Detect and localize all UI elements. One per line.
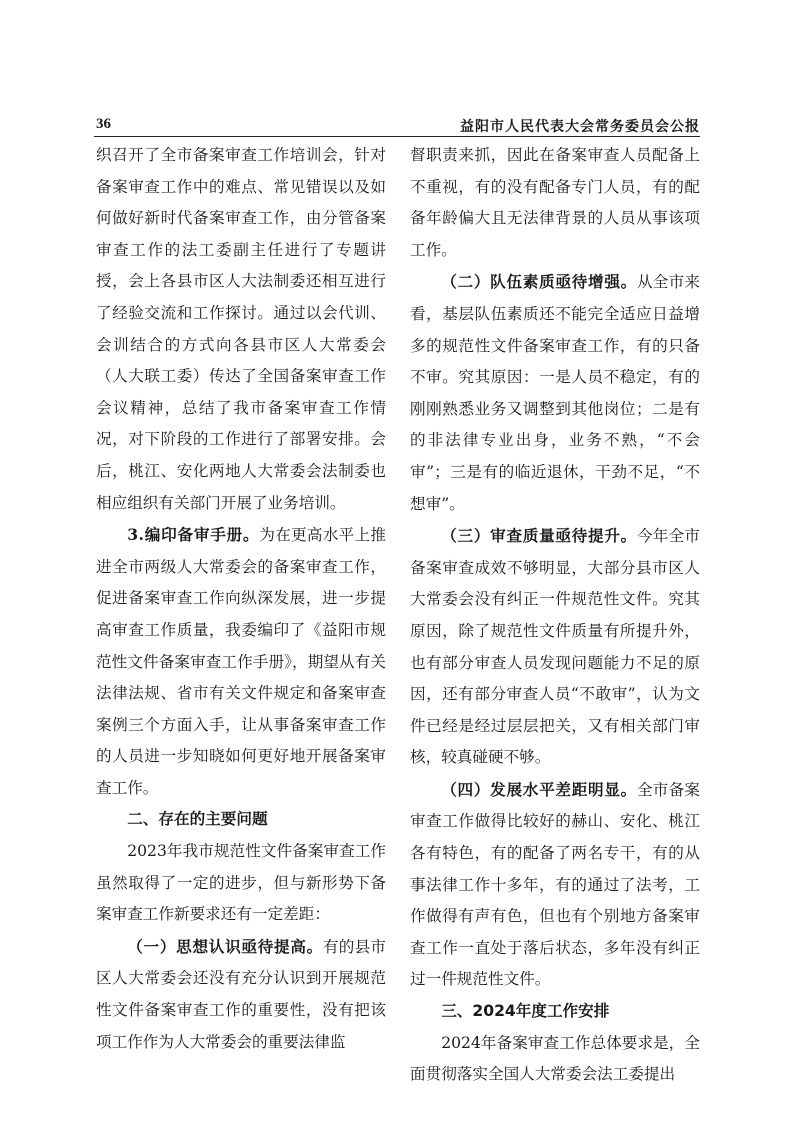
page-number: 36	[96, 116, 111, 132]
paragraph: 2023年我市规范性文件备案审查工作虽然取得了一定的进步，但与新形势下备案审查工作新要求还有一定差距：	[96, 842, 386, 924]
item-body: 今年全市备案审查成效不够明显，大部分县市区人大常委会没有纠正一件规范性文件。究其原因，除了规范性文件质量有所提升外，也有部分审查人员发现问题能力不足的原因，还有部分审查人员“不敢审”，认为文件已经是经过层层把关，又有相关部门审核，较真碰硬不够。	[410, 527, 700, 767]
paragraph: 督职责来抓，因此在备案审查人员配备上不重视，有的没有配备专门人员，有的配备年龄偏大且无法律背景的人员从事该项工作。	[410, 146, 700, 259]
item-title: （四）发展水平差距明显。	[441, 779, 637, 799]
section-heading: 二、存在的主要问题	[127, 810, 268, 829]
item-body: 全市备案审查工作做得比较好的赫山、安化、桃江各有特色，有的配备了两名专干，有的从事法律工作十多年，有的通过了法考，工作做得有声有色，但也有个别地方备案审查工作一直处于落后状态，多年没有纠正过一件规范性文件。	[410, 780, 700, 989]
item-title: （二）队伍素质亟待增强。	[441, 272, 637, 292]
paragraph	[96, 519, 386, 804]
item-body: 从全市来看，基层队伍素质还不能完全适应日益增多的规范性文件备案审查工作，有的只备不审。究其原因：一是人员不稳定，有的刚刚熟悉业务又调整到其他岗位；二是有的非法律专业出身，业务不熟，“不会审”；三是有的临近退休，干劲不足，“不想审”。	[410, 273, 700, 513]
right-column	[410, 140, 700, 1091]
item-body: 为在更高水平上推进全市两级人大常委会的备案审查工作，促进备案审查工作向纵深发展，进一步提高审查工作质量，我委编印了《益阳市规范性文件备案审查工作手册》，期望从有关法律法规、省市有关文件规定和备案审查案例三个方面入手，让从事备案审查工作的人员进一步知晓如何更好地开展备案审查工作。	[96, 526, 386, 797]
item-title: （一）思想认识亟待提高。	[127, 936, 323, 956]
section-heading: 三、2024年度工作安排	[441, 1002, 610, 1021]
page-header	[94, 114, 700, 137]
left-column	[96, 140, 386, 1058]
paragraph	[410, 520, 700, 774]
paragraph	[410, 774, 700, 996]
item-title: 3.编印备审手册。	[127, 525, 260, 545]
paragraph	[96, 931, 386, 1058]
item-title: （三）审查质量亟待提升。	[441, 526, 637, 546]
paragraph: 2024年备案审查工作总体要求是，全面贯彻落实全国人大常委会法工委提出	[410, 1033, 700, 1084]
paragraph	[410, 266, 700, 520]
journal-title: 益阳市人民代表大会常务委员会公报	[460, 119, 700, 135]
item-body: 有的县市区人大常委会还没有充分认识到开展规范性文件备案审查工作的重要性，没有把该项工作作为人大常委会的重要法律监	[96, 937, 386, 1051]
paragraph: 织召开了全市备案审查工作培训会，针对备案审查工作中的难点、常见错误以及如何做好新时代备案审查工作，由分管备案审查工作的法工委副主任进行了专题讲授，会上各县市区人大法制委还相互进行了经验交流和工作探讨。通过以会代训、会训结合的方式向各县市区人大常委会（人大联工委）传达了全国备案审查工作会议精神，总结了我市备案审查工作情况，对下阶段的工作进行了部署安排。会后，桃江、安化两地人大常委会法制委也相应组织有关部门开展了业务培训。	[96, 146, 386, 512]
